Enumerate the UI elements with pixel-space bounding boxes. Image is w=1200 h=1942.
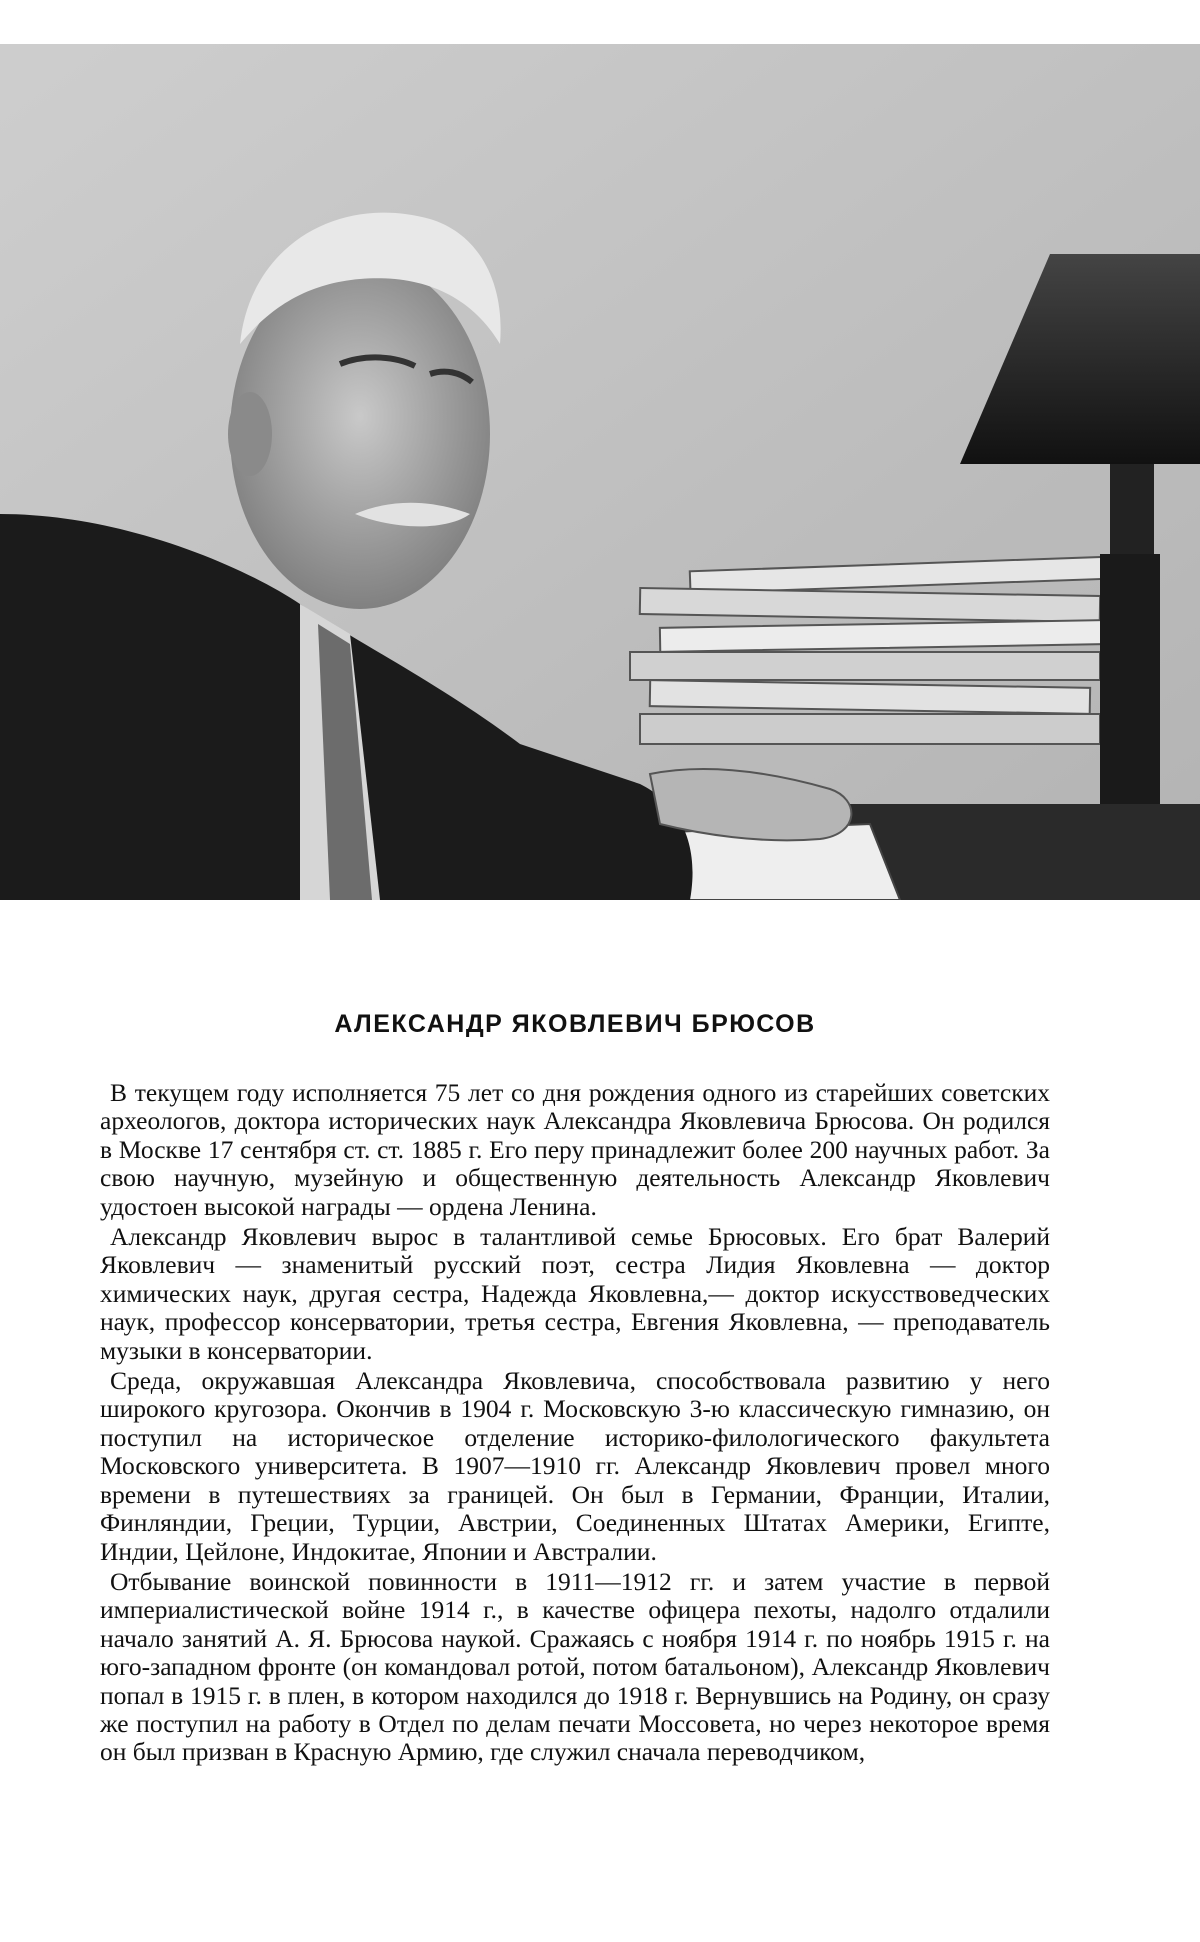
article-paragraph: В текущем году исполняется 75 лет со дня рождения одного из старейших советских археологов, доктора исторических наук Александра Яковлевича Брюсова. Он родился в Москве 17 сентября ст. ст. 1885 г. Его перу принадлежит более 200 научных работ. За свою научную, музейную и общественную деятельность Александр Яковлевич удостоен высокой награды — ордена Ленина. [100, 1078, 1050, 1221]
article [100, 1010, 1050, 1769]
portrait-photo [0, 44, 1200, 900]
article-paragraph: Среда, окружавшая Александра Яковлевича, способствовала развитию у него широкого кругозора. Окончив в 1904 г. Московскую 3-ю классическую гимназию, он поступил на историческое отделение историко-филологического факультета Московского университета. В 1907—1910 гг. Александр Яковлевич провел много времени в путешествиях за границей. Он был в Германии, Франции, Италии, Финляндии, Греции, Турции, Австрии, Соединенных Штатах Америки, Египте, Индии, Цейлоне, Индокитае, Японии и Австралии. [100, 1366, 1050, 1566]
article-title: АЛЕКСАНДР ЯКОВЛЕВИЧ БРЮСОВ [334, 1010, 816, 1038]
article-paragraph: Александр Яковлевич вырос в талантливой семье Брюсовых. Его брат Валерий Яковлевич — знаменитый русский поэт, сестра Лидия Яковлевна — доктор химических наук, другая сестра, Надежда Яковлевна,— доктор искусствоведческих наук, профессор консерватории, третья сестра, Евгения Яковлевна, — преподаватель музыки в консерватории. [100, 1222, 1050, 1365]
article-paragraph: Отбывание воинской повинности в 1911—1912 гг. и затем участие в первой империалистической войне 1914 г., в качестве офицера пехоты, надолго отдалили начало занятий А. Я. Брюсова наукой. Сражаясь с ноября 1914 г. по ноябрь 1915 г. на юго-западном фронте (он командовал ротой, потом батальоном), Александр Яковлевич попал в 1915 г. в плен, в котором находился до 1918 г. Вернувшись на Родину, он сразу же поступил на работу в Отдел по делам печати Моссовета, но через некоторое время он был призван в Красную Армию, где служил сначала переводчиком, [100, 1566, 1050, 1767]
portrait-illustration [0, 44, 1200, 900]
